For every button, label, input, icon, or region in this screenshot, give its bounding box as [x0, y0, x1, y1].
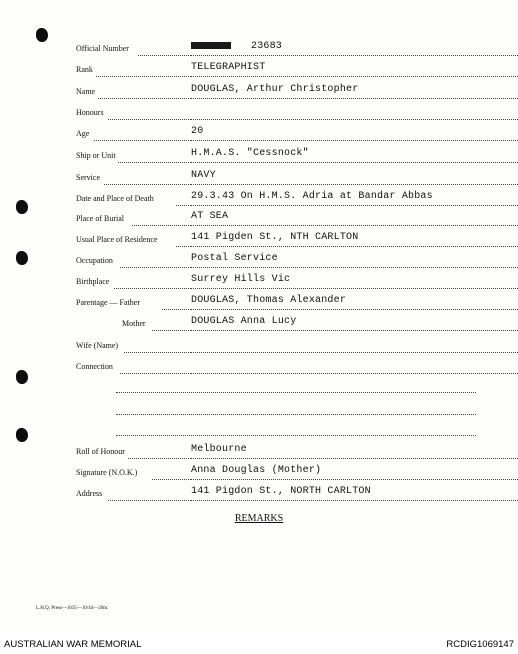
punch-hole — [16, 200, 28, 214]
dotted-line — [191, 500, 518, 501]
age-label: Age — [76, 129, 90, 138]
service-label: Service — [76, 173, 100, 182]
dotted-line — [120, 373, 191, 374]
dotted-line — [96, 76, 191, 77]
connection-row — [76, 362, 476, 378]
burial-row — [76, 211, 476, 230]
rank-label: Rank — [76, 65, 93, 74]
archive-footer — [0, 634, 518, 654]
remarks-heading: REMARKS — [234, 513, 284, 524]
dotted-line — [191, 479, 518, 480]
dotted-line — [191, 205, 518, 206]
address-label: Address — [76, 489, 103, 498]
age-row — [76, 126, 476, 145]
punch-hole — [16, 428, 28, 442]
residence-value: 141 Pigden St., NTH CARLTON — [191, 232, 359, 243]
death-row — [76, 191, 476, 210]
occupation-label: Occupation — [76, 256, 113, 265]
connection-line — [116, 435, 476, 436]
connection-line — [116, 414, 476, 415]
dotted-line — [108, 119, 191, 120]
connection-label: Connection — [76, 362, 113, 371]
wife-label: Wife (Name) — [76, 341, 119, 350]
honours-label: Honours — [76, 108, 104, 117]
address-row — [76, 486, 476, 505]
service-value: NAVY — [191, 170, 216, 181]
dotted-line — [191, 246, 518, 247]
connection-line — [116, 392, 476, 393]
signature-value: Anna Douglas (Mother) — [191, 465, 322, 476]
dotted-line — [191, 458, 518, 459]
dotted-line — [191, 140, 518, 141]
mother-value: DOUGLAS Anna Lucy — [191, 316, 297, 327]
burial-value: AT SEA — [191, 211, 229, 222]
dotted-line — [176, 246, 191, 247]
signature-label: Signature (N.O.K.) — [76, 468, 138, 477]
address-value: 141 Pigdon St., NORTH CARLTON — [191, 486, 371, 497]
wife-row — [76, 341, 476, 357]
birthplace-label: Birthplace — [76, 277, 110, 286]
ship-unit-value: H.M.A.S. "Cessnock" — [191, 148, 309, 159]
dotted-line — [104, 184, 191, 185]
name-label: Name — [76, 87, 96, 96]
occupation-value: Postal Service — [191, 253, 278, 264]
dotted-line — [191, 225, 518, 226]
dotted-line — [191, 98, 518, 99]
official-number-row — [76, 41, 476, 60]
roll-of-honour-row — [76, 444, 476, 463]
residence-label: Usual Place of Residence — [76, 235, 158, 244]
father-label: Parentage — Father — [76, 298, 140, 307]
signature-row — [76, 465, 476, 484]
age-value: 20 — [191, 126, 204, 137]
burial-label: Place of Burial — [76, 214, 124, 223]
punch-hole — [16, 370, 28, 384]
dotted-line — [191, 267, 518, 268]
dotted-line — [138, 55, 191, 56]
dotted-line — [132, 225, 191, 226]
archive-name: AUSTRALIAN WAR MEMORIAL — [4, 639, 142, 650]
dotted-line — [114, 288, 191, 289]
dotted-line — [191, 119, 518, 120]
rank-row — [76, 62, 476, 81]
dotted-line — [191, 373, 518, 374]
birthplace-row — [76, 274, 476, 293]
redacted-mark — [191, 42, 231, 49]
punch-hole — [16, 251, 28, 265]
dotted-line — [118, 162, 191, 163]
dotted-line — [176, 205, 191, 206]
dotted-line — [162, 309, 191, 310]
dotted-line — [152, 330, 191, 331]
roll-of-honour-value: Melbourne — [191, 444, 247, 455]
record-id: RCDIG1069147 — [446, 639, 514, 650]
dotted-line — [191, 184, 518, 185]
dotted-line — [94, 140, 191, 141]
occupation-row — [76, 253, 476, 272]
service-row — [76, 170, 476, 189]
dotted-line — [120, 267, 191, 268]
printer-note: L.H.Q. Press—1635—10/44—20m. — [36, 606, 109, 611]
dotted-line — [98, 98, 191, 99]
dotted-line — [191, 76, 518, 77]
punch-hole — [36, 28, 48, 42]
dotted-line — [124, 352, 191, 353]
dotted-line — [191, 55, 518, 56]
dotted-line — [191, 288, 518, 289]
honours-row — [76, 108, 476, 124]
father-row — [76, 295, 476, 314]
residence-row — [76, 232, 476, 251]
birthplace-value: Surrey Hills Vic — [191, 274, 291, 285]
name-value: DOUGLAS, Arthur Christopher — [191, 84, 359, 95]
mother-label: Mother — [122, 319, 146, 328]
ship-unit-row — [76, 148, 476, 167]
dotted-line — [191, 162, 518, 163]
mother-row — [76, 316, 476, 335]
official-number-value: 23683 — [191, 41, 282, 52]
father-value: DOUGLAS, Thomas Alexander — [191, 295, 347, 306]
death-label: Date and Place of Death — [76, 194, 154, 203]
dotted-line — [191, 352, 518, 353]
dotted-line — [128, 458, 191, 459]
dotted-line — [108, 500, 191, 501]
ship-unit-label: Ship or Unit — [76, 151, 116, 160]
official-number-label: Official Number — [76, 44, 129, 53]
death-value: 29.3.43 On H.M.S. Adria at Bandar Abbas — [191, 191, 433, 202]
dotted-line — [191, 330, 518, 331]
roll-of-honour-label: Roll of Honour — [76, 447, 125, 456]
dotted-line — [191, 309, 518, 310]
name-row — [76, 84, 476, 103]
rank-value: TELEGRAPHIST — [191, 62, 266, 73]
dotted-line — [152, 479, 191, 480]
